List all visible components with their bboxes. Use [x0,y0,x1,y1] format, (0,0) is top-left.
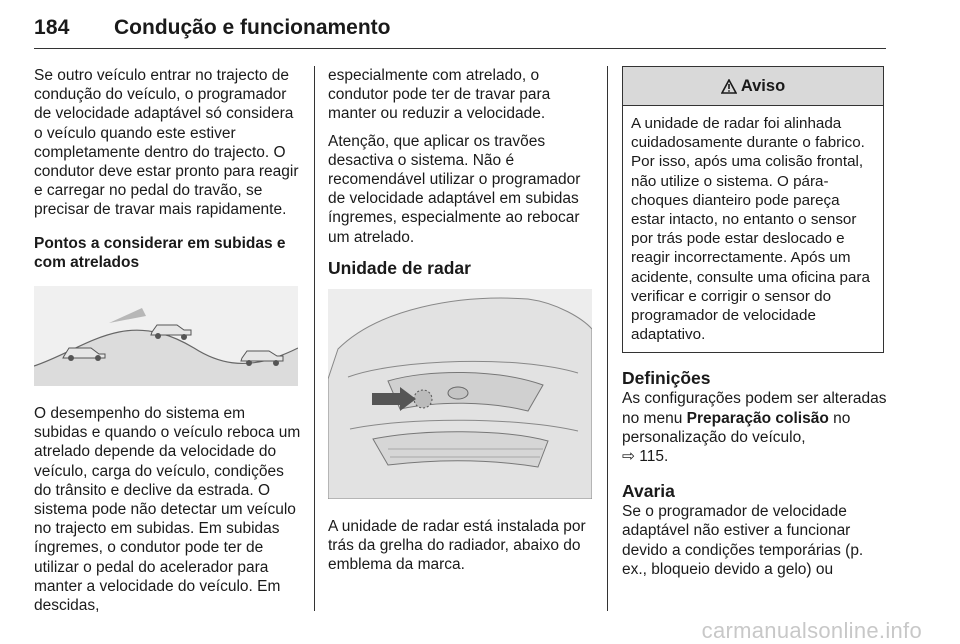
column-divider [314,66,315,611]
section-heading: Unidade de radar [328,257,471,278]
text: no personalização do veículo, [622,409,851,446]
paragraph [622,389,890,466]
warning-body [623,106,883,352]
page-header [34,10,886,49]
paragraph: especialmente com atrelado, o condutor pode ter de travar para manter ou reduzir a velocidade. [328,67,551,123]
paragraph: A unidade de radar está instalada por trás da grelha do radiador, abaixo do emblema da marca. [328,517,586,574]
column-divider [607,66,608,611]
page-title: Condução e funcionamento [114,16,391,39]
paragraph: Atenção, que aplicar os travões desactiva o sistema. Não é recomendável utilizar o programador de velocidade adaptável em subidas íngremes, especialmente ao rebocar um atrelado. [328,132,581,246]
menu-name: Preparação colisão [686,409,829,427]
warning-triangle-icon [721,79,737,94]
column-right [622,66,890,579]
section-heading: Definições [622,368,711,389]
paragraph: Se o programador de velocidade adaptável não estiver a funcionar devido a condições temporárias (p. ex., bloqueio devido a gelo) ou [622,503,864,578]
warning-text: A unidade de radar foi alinhada cuidadosamente durante o fabrico. Por isso, após uma colisão frontal, não utilize o sistema. O pára-choques dianteiro pode pareça estar intacto, no entanto o sensor por trás pode estar deslocado e reagir incorrectamente. Após um acidente, consulte uma oficina para verificar e corrigir o sensor do programador de velocidade adaptativo. [631,115,870,344]
column-middle [328,66,596,574]
hill-driving-illustration [34,286,298,386]
warning-title: Aviso [740,76,786,95]
column-left [34,66,302,615]
page-reference: 115. [639,448,669,466]
subheading: Pontos a considerar em subidas e com atrelados [34,234,286,271]
watermark: carmanualsonline.info [701,618,922,643]
page-reference-icon: ⇨ [622,448,640,466]
paragraph: O desempenho do sistema em subidas e quando o veículo reboca um atrelado depende da velocidade do veículo, carga do veículo, condições do trânsito e declive da estrada. O sistema pode não detectar um veículo no trajecto em subidas. Em subidas íngremes, o condutor pode ter de utilizar o pedal do acelerador para manter a velocidade do veículo. Em descidas, [34,405,301,615]
page-number: 184 [34,16,70,39]
warning-box [622,66,884,353]
warning-header [623,67,883,106]
section-heading: Avaria [622,481,675,502]
text: As configurações podem ser alteradas no menu [622,390,887,427]
radar-unit-illustration [328,289,592,499]
paragraph: Se outro veículo entrar no trajecto de condução do veículo, o programador de velocidade adaptável só considera o veículo quando este estiver completamente dentro do trajecto. O condutor deve estar pronto para reagir e carregar no pedal do travão, se precisar de travar mais rapidamente. [34,67,299,219]
